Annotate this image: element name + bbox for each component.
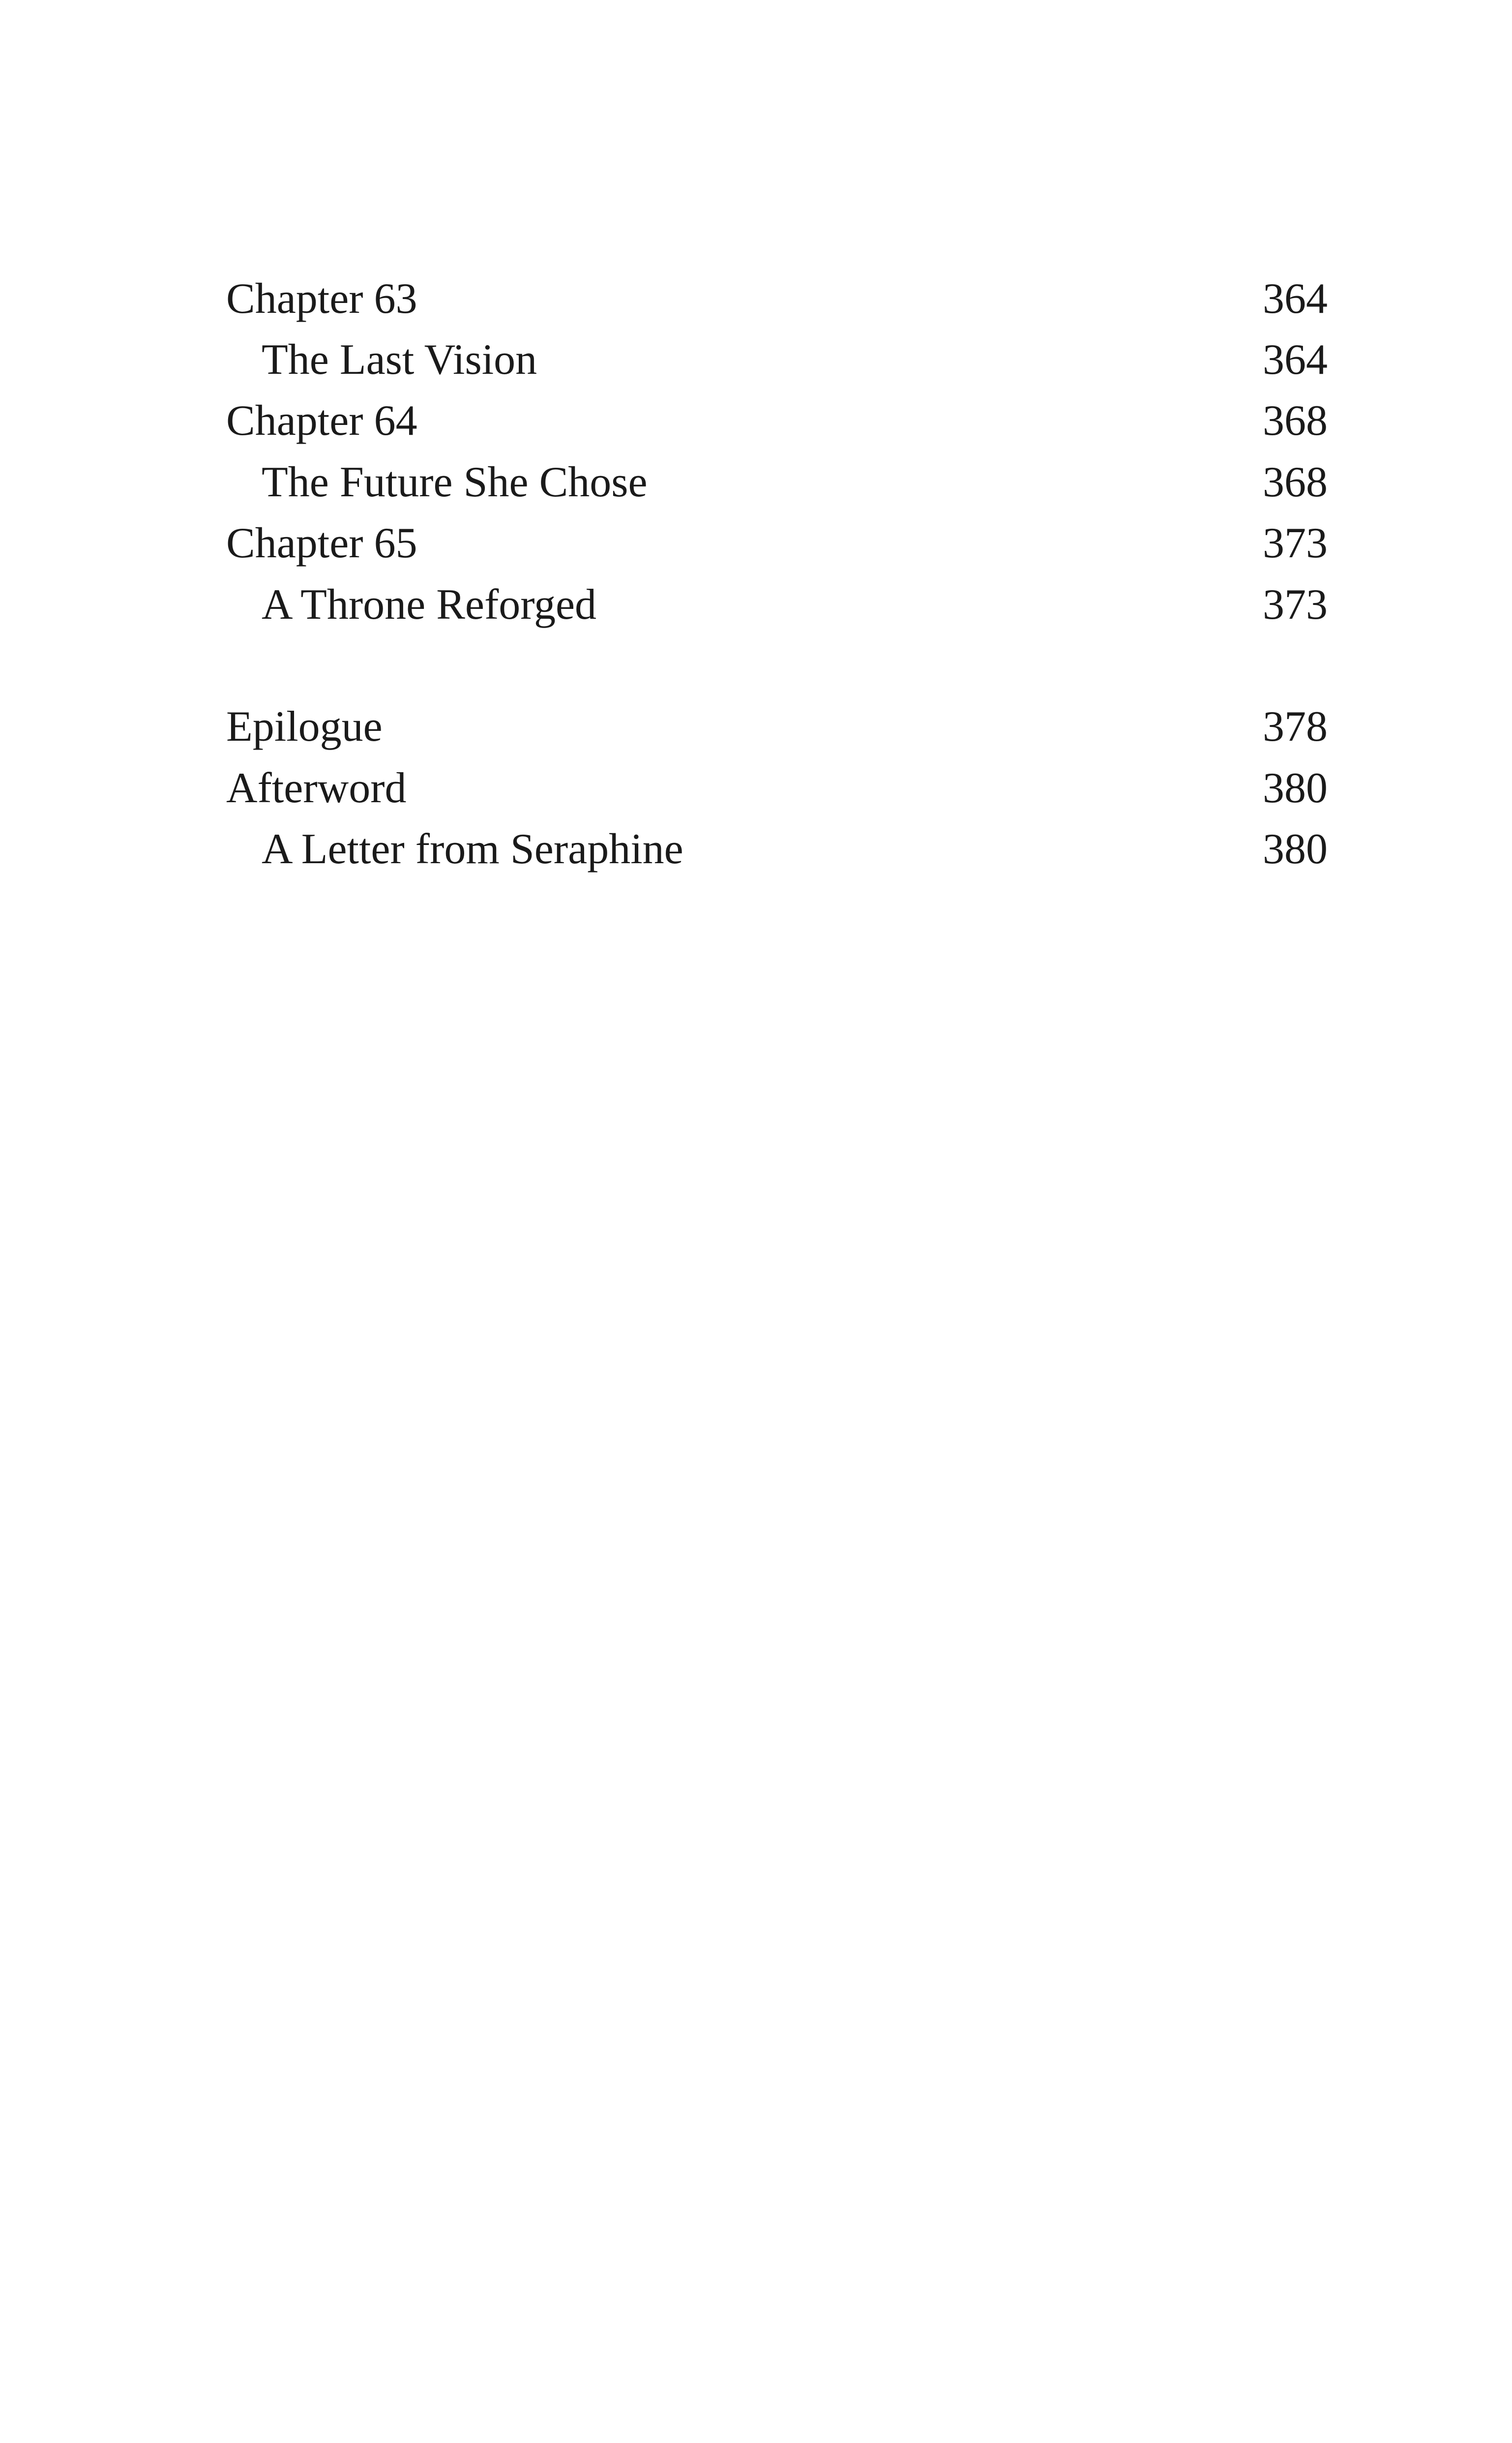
toc-entry-subtitle xyxy=(226,452,1328,513)
toc-entry-page: 380 xyxy=(1263,825,1328,873)
toc-entry-page: 378 xyxy=(1263,703,1328,751)
toc-entry-page: 364 xyxy=(1263,336,1328,384)
toc-entry-title: Chapter 65 xyxy=(226,519,417,567)
toc-entry-page: 373 xyxy=(1263,519,1328,567)
toc-entry-title: Epilogue xyxy=(226,703,383,751)
toc-entry-page: 380 xyxy=(1263,764,1328,812)
toc-entry-title: Chapter 63 xyxy=(226,275,417,323)
toc-entry-title: Chapter 64 xyxy=(226,397,417,445)
toc-entry-chapter xyxy=(226,390,1328,452)
toc-entry-chapter xyxy=(226,268,1328,330)
toc-entry-afterword xyxy=(226,757,1328,819)
toc-entry-page: 368 xyxy=(1263,458,1328,506)
toc-entry-subtitle xyxy=(226,329,1328,391)
toc-entry-subtitle xyxy=(226,818,1328,880)
toc-entry-title: Afterword xyxy=(226,764,407,812)
toc-entry-title: A Letter from Seraphine xyxy=(262,825,683,873)
toc-entry-chapter xyxy=(226,513,1328,574)
toc-entry-title: A Throne Reforged xyxy=(262,581,597,629)
toc-entry-page: 373 xyxy=(1263,581,1328,629)
toc-entry-subtitle xyxy=(226,574,1328,635)
toc-entry-title: The Future She Chose xyxy=(262,458,648,506)
toc-entry-page: 364 xyxy=(1263,275,1328,323)
toc-entry-epilogue xyxy=(226,696,1328,757)
toc-entry-page: 368 xyxy=(1263,397,1328,445)
toc-entry-title: The Last Vision xyxy=(262,336,537,384)
